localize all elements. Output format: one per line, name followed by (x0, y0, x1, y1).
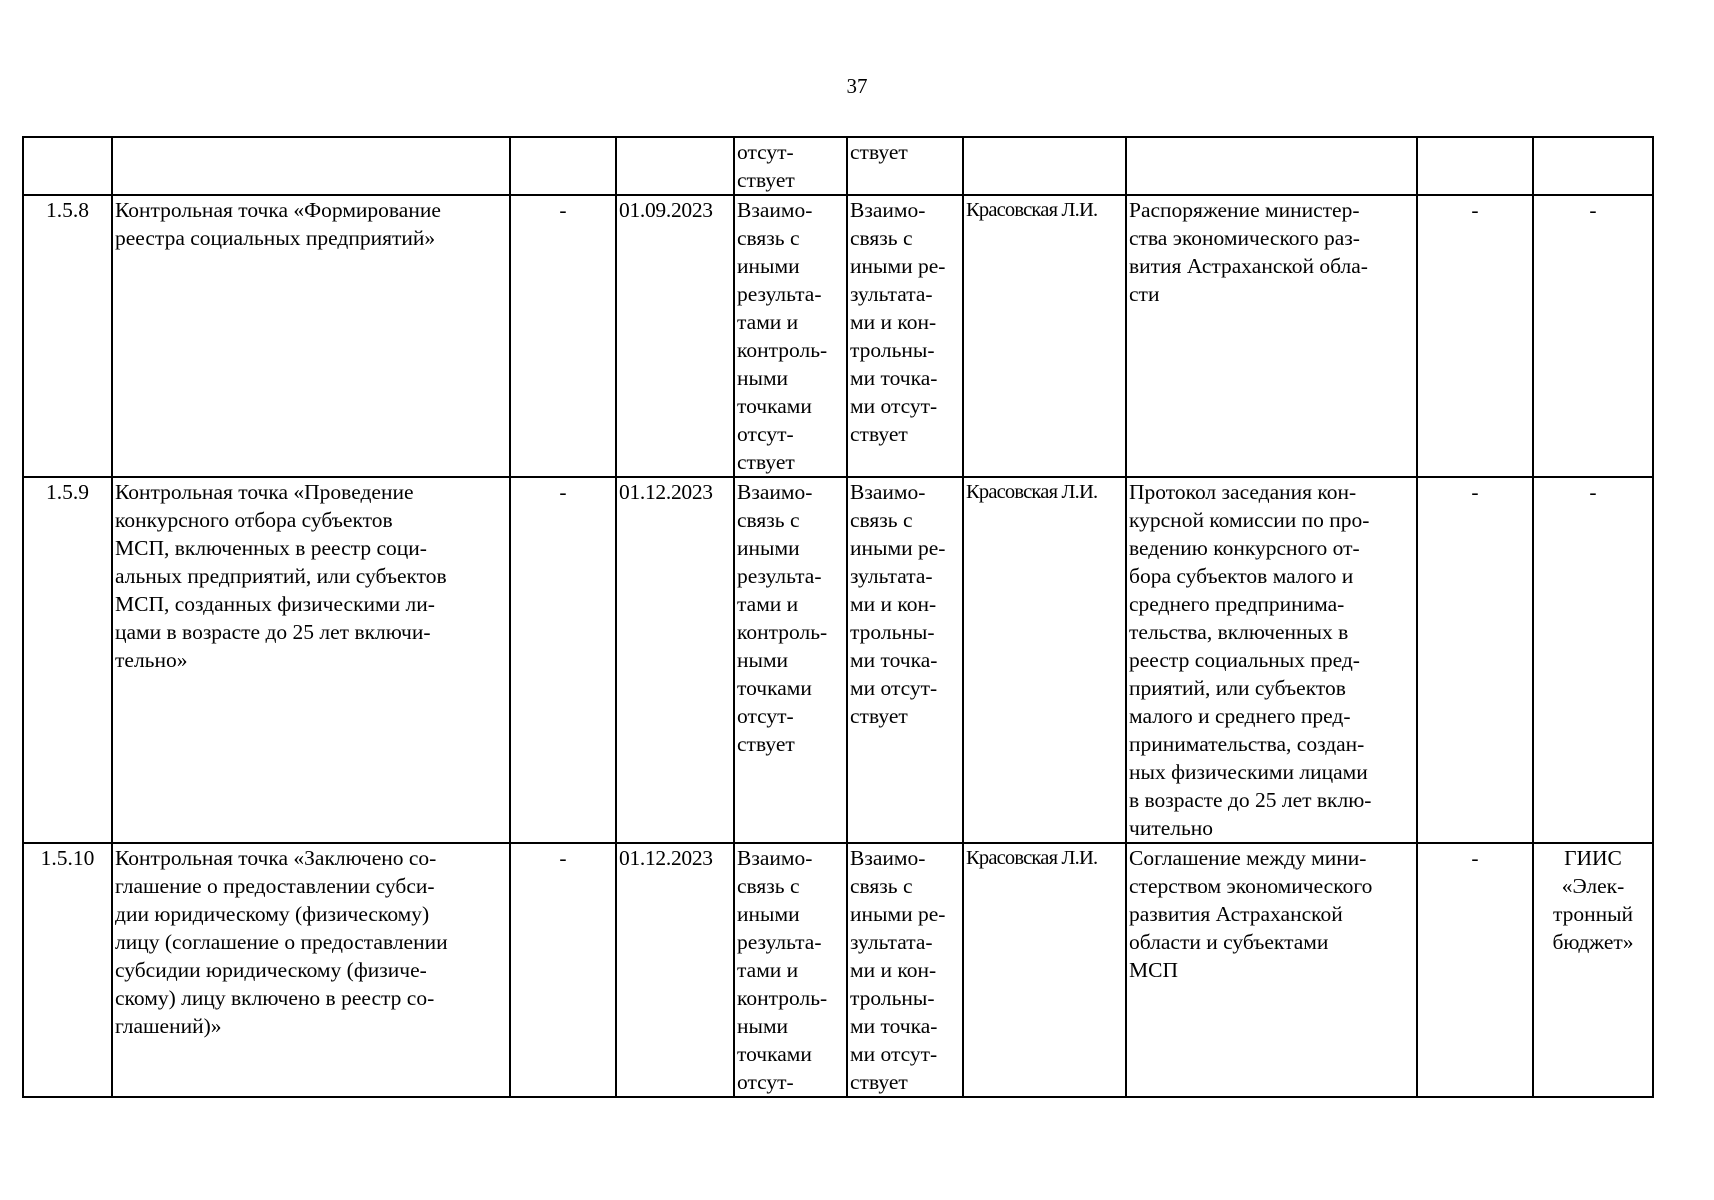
row-successors: Взаимо- связь с иными ре- зультата- ми и кон- трольны- ми точка- ми отсут- ствует (847, 195, 963, 477)
row-number: 1.5.8 (23, 195, 112, 477)
row-title: Контрольная точка «Заключено со- глашение о предоставлении субси- дии юридическому (физическому) лицу (соглашение о предоставлении субсидии юридическому (физиче- скому) лицу включено в реестр со- глашений)» (112, 843, 510, 1097)
cell-document (1126, 137, 1417, 195)
row-predecessors: Взаимо- связь с иными результа- тами и контроль- ными точками отсут- ствует (734, 195, 847, 477)
row-characteristic: - (1417, 477, 1533, 843)
row-responsible: Красовская Л.И. (963, 195, 1126, 477)
row-predecessors: Взаимо- связь с иными результа- тами и контроль- ными точками отсут- ствует (734, 477, 847, 843)
table-row-1-5-10 (23, 843, 1653, 1097)
row-date: 01.12.2023 (616, 843, 734, 1097)
row-title: Контрольная точка «Формирование реестра социальных предприятий» (112, 195, 510, 477)
row-document: Соглашение между мини- стерством экономического развития Астраханской области и субъектами МСП (1126, 843, 1417, 1097)
row-base-value: - (510, 843, 616, 1097)
table-row-1-5-9 (23, 477, 1653, 843)
table-row-1-5-8 (23, 195, 1653, 477)
cell-successors: ствует (847, 137, 963, 195)
table-row-continuation (23, 137, 1653, 195)
row-number: 1.5.9 (23, 477, 112, 843)
row-characteristic: - (1417, 843, 1533, 1097)
cell-base-value (510, 137, 616, 195)
row-number: 1.5.10 (23, 843, 112, 1097)
cell-number (23, 137, 112, 195)
row-info-system: ГИИС «Элек- тронный бюджет» (1533, 843, 1653, 1097)
row-date: 01.09.2023 (616, 195, 734, 477)
cell-characteristic (1417, 137, 1533, 195)
control-points-table (22, 136, 1654, 1098)
row-characteristic: - (1417, 195, 1533, 477)
cell-responsible (963, 137, 1126, 195)
row-info-system: - (1533, 195, 1653, 477)
row-base-value: - (510, 195, 616, 477)
row-base-value: - (510, 477, 616, 843)
cell-date (616, 137, 734, 195)
row-responsible: Красовская Л.И. (963, 477, 1126, 843)
row-successors: Взаимо- связь с иными ре- зультата- ми и кон- трольны- ми точка- ми отсут- ствует (847, 843, 963, 1097)
row-successors: Взаимо- связь с иными ре- зультата- ми и кон- трольны- ми точка- ми отсут- ствует (847, 477, 963, 843)
page-number: 37 (846, 74, 868, 98)
row-responsible: Красовская Л.И. (963, 843, 1126, 1097)
row-title: Контрольная точка «Проведение конкурсного отбора субъектов МСП, включенных в реестр соци- альных предприятий, или субъектов МСП, созданных физическими ли- цами в возрасте до 25 лет включи- тельно» (112, 477, 510, 843)
row-document: Протокол заседания кон- курсной комиссии по про- ведению конкурсного от- бора субъектов малого и среднего предпринима- тельства, включенных в реестр социальных пред- приятий, или субъектов малого и среднего пред- принимательства, создан- ных физическими лицами в возрасте до 25 лет вклю- чительно (1126, 477, 1417, 843)
row-date: 01.12.2023 (616, 477, 734, 843)
cell-predecessors: отсут- ствует (734, 137, 847, 195)
row-info-system: - (1533, 477, 1653, 843)
cell-info-system (1533, 137, 1653, 195)
row-document: Распоряжение министер- ства экономического раз- вития Астраханской обла- сти (1126, 195, 1417, 477)
cell-title (112, 137, 510, 195)
row-predecessors: Взаимо- связь с иными результа- тами и контроль- ными точками отсут- (734, 843, 847, 1097)
